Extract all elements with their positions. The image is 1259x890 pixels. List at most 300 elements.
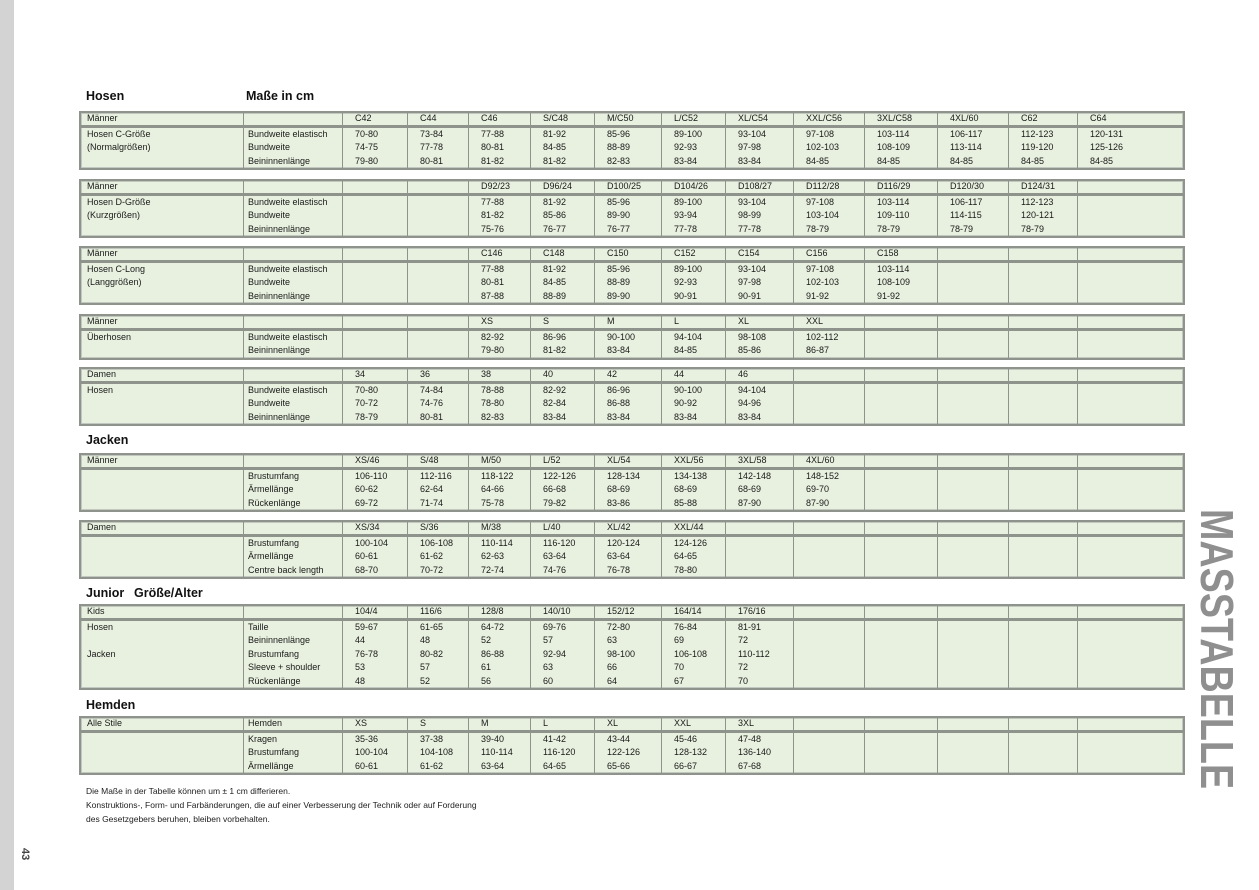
table-cell: (Normalgrößen)	[87, 142, 151, 152]
table-cell	[864, 564, 937, 578]
table-header-cell	[407, 316, 468, 328]
table-header-cell: 42	[594, 369, 661, 381]
table-cell: 72-74	[468, 564, 530, 578]
table-cell: Centre back length	[243, 564, 342, 578]
table-cell: 106-108	[661, 648, 725, 662]
table-header-cell	[1077, 248, 1183, 260]
table-cell: Hosen	[87, 384, 114, 395]
table-header-cell: Männer	[87, 113, 118, 123]
table-cell: Bundweite elastisch	[243, 263, 342, 277]
table-cell	[864, 497, 937, 511]
table-cell: Rückenlänge	[243, 497, 342, 511]
table-cell	[793, 397, 864, 411]
table-header-cell	[1077, 455, 1183, 467]
table-header-cell: 40	[530, 369, 594, 381]
table-header-cell	[1077, 522, 1183, 534]
table-header-cell: C62	[1008, 113, 1077, 125]
table-cell: 119-120	[1008, 141, 1077, 155]
table-cell	[864, 634, 937, 648]
table-row	[81, 621, 1183, 635]
table-cell: 93-104	[725, 128, 793, 142]
table-cell: 85-86	[530, 209, 594, 223]
table-cell	[937, 537, 1008, 551]
table-cell: 81-82	[468, 155, 530, 169]
table-header-cell: S/36	[407, 522, 468, 534]
table-cell	[81, 155, 243, 169]
table-header-cell: 3XL/C58	[864, 113, 937, 125]
table-cell: 63-64	[468, 760, 530, 774]
table-cell	[1008, 621, 1077, 635]
table-cell: 81-82	[530, 344, 594, 358]
table-cell	[1077, 196, 1183, 210]
table-header-cell	[864, 606, 937, 618]
table-cell	[937, 384, 1008, 398]
table-hosen-c-groesse	[79, 111, 1185, 170]
table-cell: 60-61	[342, 550, 407, 564]
table-jacken-damen	[79, 520, 1185, 579]
table-header-cell: L	[661, 316, 725, 328]
table-header-cell	[342, 181, 407, 193]
table-cell	[1077, 621, 1183, 635]
table-header-cell	[243, 248, 342, 260]
table-cell: 78-88	[468, 384, 530, 398]
table-cell: 80-81	[407, 155, 468, 169]
table-cell: 87-88	[468, 290, 530, 304]
table-header-cell	[342, 316, 407, 328]
table-cell: 79-80	[468, 344, 530, 358]
table-header-cell: C146	[468, 248, 530, 260]
table-header-cell: 104/4	[342, 606, 407, 618]
table-header-cell: 36	[407, 369, 468, 381]
table-header-cell	[1077, 718, 1183, 730]
table-header-cell: M/50	[468, 455, 530, 467]
table-cell: 82-92	[468, 331, 530, 345]
table-cell: 100-104	[342, 746, 407, 760]
table-cell	[793, 621, 864, 635]
table-header-row	[81, 316, 1183, 331]
table-cell: 90-91	[661, 290, 725, 304]
table-cell: 90-100	[661, 384, 725, 398]
table-cell: 83-84	[594, 411, 661, 425]
table-cell: 44	[342, 634, 407, 648]
table-cell: 98-108	[725, 331, 793, 345]
table-cell: 89-90	[594, 209, 661, 223]
table-cell: Brustumfang	[243, 648, 342, 662]
table-cell: 88-89	[530, 290, 594, 304]
table-cell: 128-134	[594, 470, 661, 484]
table-cell	[81, 497, 243, 511]
table-hosen-c-long	[79, 246, 1185, 305]
table-cell: 60-62	[342, 483, 407, 497]
table-cell	[1077, 263, 1183, 277]
table-cell: 124-126	[661, 537, 725, 551]
table-cell: 70	[661, 661, 725, 675]
table-cell	[1077, 344, 1183, 358]
table-header-cell: XXL	[661, 718, 725, 730]
table-cell: 72	[725, 634, 793, 648]
table-cell: 76-78	[342, 648, 407, 662]
table-cell: 74-75	[342, 141, 407, 155]
table-header-cell	[793, 369, 864, 381]
table-cell: Taille	[243, 621, 342, 635]
table-cell: 84-85	[937, 155, 1008, 169]
table-cell	[342, 290, 407, 304]
table-hosen-d-groesse	[79, 179, 1185, 238]
table-cell: Hosen D-Größe	[87, 196, 151, 207]
table-cell	[342, 263, 407, 277]
table-cell: 57	[530, 634, 594, 648]
table-cell: 64-66	[468, 483, 530, 497]
table-cell: 93-104	[725, 263, 793, 277]
table-cell	[793, 760, 864, 774]
table-cell	[1077, 648, 1183, 662]
table-cell	[793, 661, 864, 675]
table-cell: Bundweite	[243, 209, 342, 223]
table-header-cell	[1008, 248, 1077, 260]
table-row	[81, 746, 1183, 760]
table-header-cell	[1077, 181, 1183, 193]
table-header-cell	[937, 316, 1008, 328]
table-header-row	[81, 248, 1183, 263]
table-cell: 75-76	[468, 223, 530, 237]
table-header-cell: D96/24	[530, 181, 594, 193]
table-row	[81, 411, 1183, 425]
table-cell	[1008, 344, 1077, 358]
table-cell: 86-96	[530, 331, 594, 345]
table-cell: 59-67	[342, 621, 407, 635]
table-header-cell: XXL	[793, 316, 864, 328]
table-cell	[1008, 733, 1077, 747]
table-cell: 81-91	[725, 621, 793, 635]
table-cell: 92-93	[661, 141, 725, 155]
table-cell: 76-78	[594, 564, 661, 578]
table-cell: 39-40	[468, 733, 530, 747]
table-cell: 104-108	[407, 746, 468, 760]
table-cell	[1008, 331, 1077, 345]
table-cell	[793, 634, 864, 648]
table-cell: 86-88	[468, 648, 530, 662]
table-cell: 94-96	[725, 397, 793, 411]
table-cell	[81, 344, 243, 358]
table-cell: 64-65	[661, 550, 725, 564]
table-row	[81, 397, 1183, 411]
table-cell	[407, 276, 468, 290]
table-cell: 89-100	[661, 263, 725, 277]
table-cell: Brustumfang	[243, 746, 342, 760]
table-cell: 112-123	[1008, 196, 1077, 210]
table-header-cell	[937, 606, 1008, 618]
table-junior-kids	[79, 604, 1185, 690]
table-cell	[1008, 411, 1077, 425]
table-cell: Bundweite	[243, 276, 342, 290]
table-cell: 76-77	[530, 223, 594, 237]
table-cell	[725, 564, 793, 578]
table-cell	[1008, 290, 1077, 304]
section-subtitle-junior: Größe/Alter	[134, 586, 203, 600]
table-cell	[407, 209, 468, 223]
table-cell: 89-100	[661, 128, 725, 142]
table-header-cell	[937, 718, 1008, 730]
table-cell: 60-61	[342, 760, 407, 774]
table-header-cell: D124/31	[1008, 181, 1077, 193]
table-cell	[1077, 537, 1183, 551]
table-header-cell: 4XL/60	[937, 113, 1008, 125]
table-cell: Beininnenlänge	[243, 223, 342, 237]
table-cell	[937, 331, 1008, 345]
table-header-cell	[243, 455, 342, 467]
table-row	[81, 331, 1183, 345]
table-cell: 67-68	[725, 760, 793, 774]
table-cell: 81-92	[530, 263, 594, 277]
table-header-cell: 46	[725, 369, 793, 381]
table-cell	[1077, 209, 1183, 223]
table-cell: 77-88	[468, 263, 530, 277]
table-cell: 86-88	[594, 397, 661, 411]
table-cell	[342, 276, 407, 290]
table-header-cell: L/52	[530, 455, 594, 467]
table-cell: 74-76	[530, 564, 594, 578]
table-cell	[1077, 564, 1183, 578]
table-cell: 80-81	[468, 141, 530, 155]
table-header-cell	[793, 718, 864, 730]
table-header-cell	[937, 248, 1008, 260]
table-header-cell: XL/54	[594, 455, 661, 467]
table-cell	[1077, 397, 1183, 411]
table-header-cell	[1008, 369, 1077, 381]
table-header-cell: XS	[342, 718, 407, 730]
table-cell: Bundweite	[243, 397, 342, 411]
table-cell: 83-86	[594, 497, 661, 511]
table-cell	[342, 331, 407, 345]
table-header-row	[81, 113, 1183, 128]
table-cell	[793, 564, 864, 578]
table-cell	[1008, 384, 1077, 398]
table-cell: Rückenlänge	[243, 675, 342, 689]
table-header-cell	[243, 181, 342, 193]
table-cell: 81-82	[468, 209, 530, 223]
table-cell: 62-64	[407, 483, 468, 497]
table-header-cell	[725, 522, 793, 534]
table-cell: 35-36	[342, 733, 407, 747]
table-header-cell	[243, 113, 342, 125]
table-cell: 63	[530, 661, 594, 675]
table-cell: 88-89	[594, 276, 661, 290]
table-cell: 78-79	[937, 223, 1008, 237]
table-ueberhosen	[79, 314, 1185, 360]
table-cell: 80-81	[407, 411, 468, 425]
table-cell: 97-98	[725, 276, 793, 290]
table-header-cell: M	[594, 316, 661, 328]
table-cell: 122-126	[530, 470, 594, 484]
table-cell	[81, 746, 243, 760]
table-cell	[1077, 483, 1183, 497]
table-cell	[864, 397, 937, 411]
table-row	[81, 760, 1183, 774]
table-cell: 86-96	[594, 384, 661, 398]
table-cell: 97-108	[793, 128, 864, 142]
table-row	[81, 344, 1183, 358]
table-cell	[1008, 537, 1077, 551]
table-cell: 69	[661, 634, 725, 648]
table-cell	[793, 411, 864, 425]
table-header-cell: 164/14	[661, 606, 725, 618]
table-row	[81, 675, 1183, 689]
table-header-cell: C46	[468, 113, 530, 125]
table-cell	[864, 648, 937, 662]
table-header-cell	[937, 455, 1008, 467]
table-header-cell: D92/23	[468, 181, 530, 193]
table-header-cell: M/C50	[594, 113, 661, 125]
table-cell	[1008, 470, 1077, 484]
table-header-cell: S	[407, 718, 468, 730]
table-cell: 85-96	[594, 128, 661, 142]
table-cell: 90-91	[725, 290, 793, 304]
table-cell: 75-78	[468, 497, 530, 511]
table-header-cell: C156	[793, 248, 864, 260]
table-cell: Brustumfang	[243, 470, 342, 484]
table-cell	[407, 263, 468, 277]
table-header-cell: Kids	[87, 606, 105, 616]
table-cell	[81, 290, 243, 304]
table-cell: 112-123	[1008, 128, 1077, 142]
table-cell	[81, 537, 243, 551]
table-cell: 114-115	[937, 209, 1008, 223]
table-header-cell: C44	[407, 113, 468, 125]
table-cell: Bundweite elastisch	[243, 196, 342, 210]
table-header-row	[81, 455, 1183, 470]
table-header-cell	[937, 369, 1008, 381]
table-cell	[793, 733, 864, 747]
table-cell: 84-85	[1008, 155, 1077, 169]
table-cell: 57	[407, 661, 468, 675]
table-cell	[864, 746, 937, 760]
table-cell: 148-152	[793, 470, 864, 484]
table-cell: 103-114	[864, 196, 937, 210]
table-cell	[793, 648, 864, 662]
table-cell: 128-132	[661, 746, 725, 760]
table-cell: 63-64	[594, 550, 661, 564]
table-cell: 82-84	[530, 397, 594, 411]
table-cell: 84-85	[530, 141, 594, 155]
table-cell: 77-78	[725, 223, 793, 237]
table-header-cell	[1008, 718, 1077, 730]
table-cell	[864, 411, 937, 425]
table-row	[81, 196, 1183, 210]
table-cell	[1077, 276, 1183, 290]
table-cell: Ärmellänge	[243, 550, 342, 564]
table-cell: 106-108	[407, 537, 468, 551]
table-cell: Ärmellänge	[243, 760, 342, 774]
table-cell	[1077, 733, 1183, 747]
table-header-cell: C148	[530, 248, 594, 260]
table-cell: Brustumfang	[243, 537, 342, 551]
table-cell: Jacken	[87, 648, 116, 659]
table-cell: 53	[342, 661, 407, 675]
table-cell	[1077, 634, 1183, 648]
table-cell: 92-94	[530, 648, 594, 662]
table-cell: 78-80	[661, 564, 725, 578]
section-title-hemden: Hemden	[86, 698, 136, 712]
table-cell: 74-84	[407, 384, 468, 398]
table-cell	[1077, 331, 1183, 345]
table-cell	[793, 675, 864, 689]
table-header-cell: XL/42	[594, 522, 661, 534]
table-cell	[937, 760, 1008, 774]
table-cell	[342, 344, 407, 358]
table-header-cell: C158	[864, 248, 937, 260]
table-header-cell	[243, 522, 342, 534]
table-cell: 78-79	[342, 411, 407, 425]
table-cell: 78-80	[468, 397, 530, 411]
table-cell: 77-78	[407, 141, 468, 155]
table-header-cell: Damen	[87, 522, 117, 532]
table-cell: 106-110	[342, 470, 407, 484]
table-cell: 98-100	[594, 648, 661, 662]
table-cell: 61-62	[407, 760, 468, 774]
table-header-cell: Männer	[87, 248, 118, 258]
table-cell: 116-120	[530, 537, 594, 551]
table-cell: 102-103	[793, 276, 864, 290]
table-row	[81, 155, 1183, 169]
table-cell: 100-104	[342, 537, 407, 551]
table-cell: 65-66	[594, 760, 661, 774]
table-header-cell	[243, 369, 342, 381]
table-header-cell: 152/12	[594, 606, 661, 618]
table-cell	[81, 397, 243, 411]
table-cell: 64	[594, 675, 661, 689]
table-cell: 84-85	[793, 155, 864, 169]
table-cell: 88-89	[594, 141, 661, 155]
table-cell: 60	[530, 675, 594, 689]
table-cell	[407, 331, 468, 345]
table-cell: 89-100	[661, 196, 725, 210]
table-cell: 56	[468, 675, 530, 689]
table-row	[81, 550, 1183, 564]
footnote-disclaimer-line-2: des Gesetzgebers beruhen, bleiben vorbehalten.	[86, 814, 270, 824]
table-cell	[793, 550, 864, 564]
table-cell: 103-114	[864, 263, 937, 277]
page-number: 43	[19, 848, 31, 861]
table-cell: 79-82	[530, 497, 594, 511]
table-cell	[1008, 483, 1077, 497]
table-cell	[1077, 661, 1183, 675]
unit-label: Maße in cm	[246, 89, 315, 103]
table-cell	[864, 550, 937, 564]
table-cell: 85-96	[594, 196, 661, 210]
table-cell	[81, 733, 243, 747]
table-cell: 85-86	[725, 344, 793, 358]
table-cell: 94-104	[661, 331, 725, 345]
table-row	[81, 470, 1183, 484]
table-cell: Beininnenlänge	[243, 155, 342, 169]
table-header-cell: D108/27	[725, 181, 793, 193]
table-cell	[937, 675, 1008, 689]
table-cell	[1008, 564, 1077, 578]
table-cell	[81, 470, 243, 484]
table-cell: 120-131	[1077, 128, 1183, 142]
table-cell: 103-104	[793, 209, 864, 223]
table-cell: 76-84	[661, 621, 725, 635]
table-cell: 61	[468, 661, 530, 675]
table-cell: 70-80	[342, 128, 407, 142]
table-header-cell: L/C52	[661, 113, 725, 125]
table-header-cell	[1077, 606, 1183, 618]
table-row	[81, 209, 1183, 223]
table-cell	[1008, 634, 1077, 648]
table-cell	[725, 550, 793, 564]
table-row	[81, 290, 1183, 304]
table-header-cell	[407, 181, 468, 193]
